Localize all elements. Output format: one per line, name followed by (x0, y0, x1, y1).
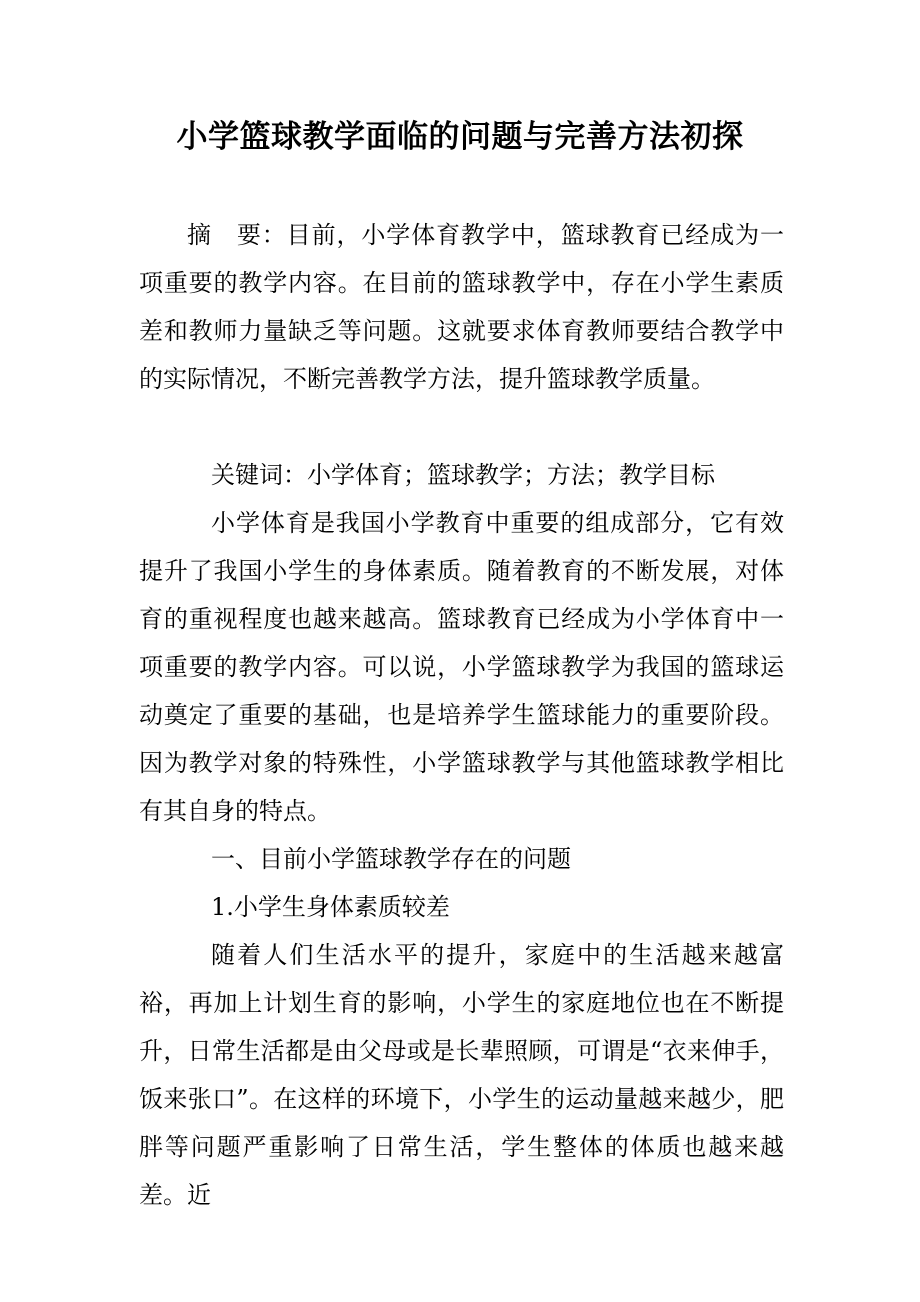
intro-paragraph: 小学体育是我国小学教育中重要的组成部分，它有效提升了我国小学生的身体素质。随着教育的不断发展，对体育的重视程度也越来越高。篮球教育已经成为小学体育中一项重要的教学内容。可以说，小学篮球教学为我国的篮球运动奠定了重要的基础，也是培养学生篮球能力的重要阶段。因为教学对象的特殊性，小学篮球教学与其他篮球教学相比有其自身的特点。 (139, 509, 784, 825)
document-title: 小学篮球教学面临的问题与完善方法初探 (176, 119, 744, 155)
abstract-paragraph: 摘 要：目前，小学体育教学中，篮球教育已经成为一项重要的教学内容。在目前的篮球教学中，存在小学生素质差和教师力量缺乏等问题。这就要求体育教师要结合教学中的实际情况，不断完善教学方法，提升篮球教学质量。 (139, 221, 784, 393)
keywords-line: 关键词：小学体育；篮球教学；方法；教学目标 (211, 461, 715, 489)
subsection-heading: 1.小学生身体素质较差 (211, 893, 450, 921)
body-paragraph: 随着人们生活水平的提升，家庭中的生活越来越富裕，再加上计划生育的影响，小学生的家庭地位也在不断提升，日常生活都是由父母或是长辈照顾，可谓是“衣来伸手，饭来张口”。在这样的环境下，小学生的运动量越来越少，肥胖等问题严重影响了日常生活，学生整体的体质也越来越差。近 (139, 941, 784, 1209)
section-heading: 一、目前小学篮球教学存在的问题 (211, 845, 571, 873)
